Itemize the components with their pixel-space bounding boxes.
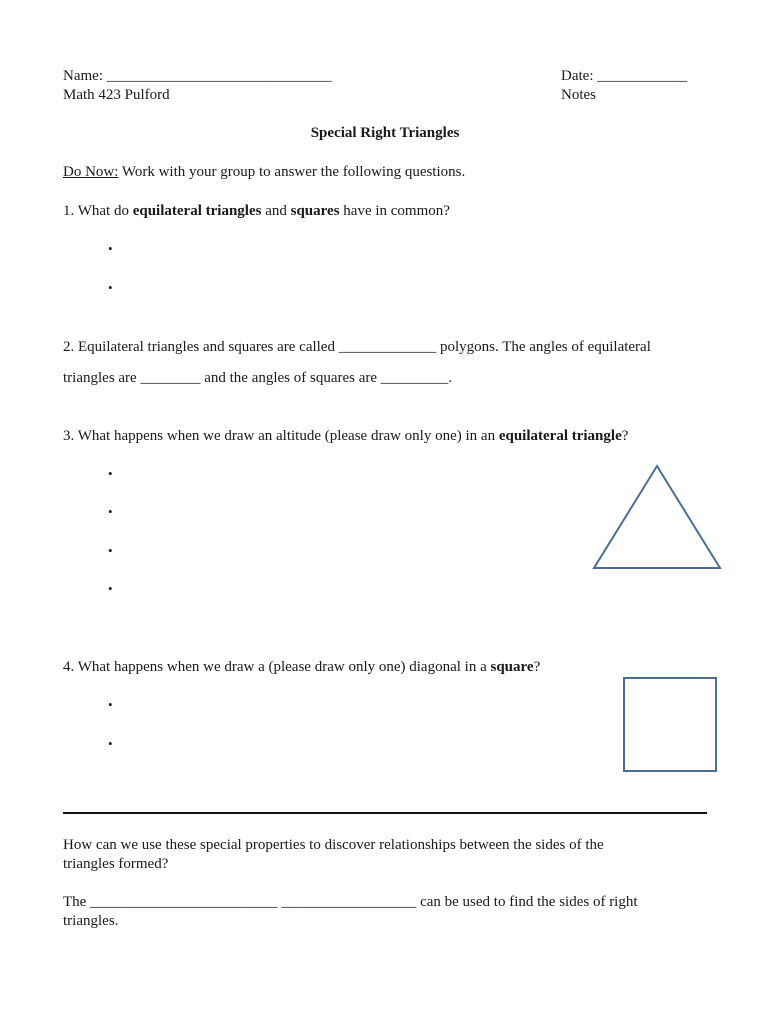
question-4 [63,658,540,676]
bullet-point: • [108,581,113,596]
do-now-line [63,163,465,181]
question-3-bold: equilateral triangle [498,428,622,444]
question-2-line-2: triangles are ________ and the angles of squares are _________. [63,370,453,386]
question-1-post: have in common? [339,203,450,219]
question-1-bold-2: squares [290,203,340,219]
bullet-point: • [108,504,113,519]
closing-answer-line-2: triangles. [63,913,119,929]
question-3-pre: 3. What happens when we draw an altitude (please draw only one) in an [63,428,499,444]
question-4-bold: square [490,659,534,675]
question-4-pre: 4. What happens when we draw a (please draw only one) diagonal in a [63,659,491,675]
closing-question-line-1: How can we use these special properties to discover relationships between the sides of the [63,837,604,853]
question-1-pre: 1. What do [63,203,133,219]
question-1 [63,202,450,220]
question-1-mid: and [261,203,291,219]
bullet-point: • [108,280,113,295]
name-field-label: Name: ______________________________ [63,68,332,84]
notes-label: Notes [561,87,596,103]
do-now-label: Do Now: [63,164,119,180]
square-outline [624,678,716,771]
bullet-point: • [108,736,113,751]
bullet-point: • [108,241,113,256]
closing-answer-line-1: The _________________________ __________________ can be used to find the sides of right [63,894,638,910]
closing-question-line-2: triangles formed? [63,856,169,872]
question-2-line-1: 2. Equilateral triangles and squares are called _____________ polygons. The angles of equilateral [63,339,651,355]
do-now-text: Work with your group to answer the following questions. [118,164,466,180]
question-3-post: ? [621,428,629,444]
equilateral-triangle-icon [588,460,728,574]
square-icon [620,674,722,776]
bullet-point: • [108,697,113,712]
bullet-point: • [108,543,113,558]
date-field-label: Date: ____________ [561,68,688,84]
question-1-bold-1: equilateral triangles [132,203,262,219]
section-divider [63,812,707,814]
triangle-outline [594,466,720,568]
bullet-point: • [108,466,113,481]
course-label: Math 423 Pulford [63,87,170,103]
question-4-post: ? [533,659,541,675]
question-3 [63,427,628,445]
page-title: Special Right Triangles [310,125,460,141]
